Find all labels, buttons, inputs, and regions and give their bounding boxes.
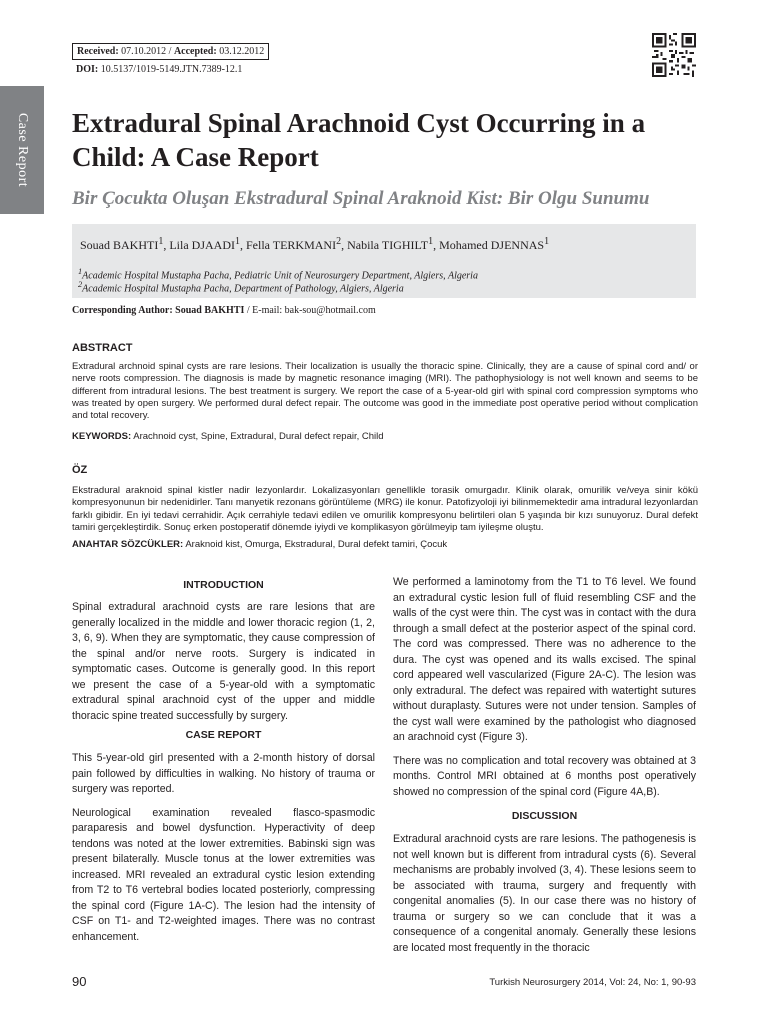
case-paragraph: We performed a laminotomy from the T1 to T6 level. We found an extradural cystic lesion full of fluid resembling CSF and the walls of the cyst were thin. The cyst was in contact with the dura through a small defect at the posterior aspect of the spinal cord. The cord was compressed. There was no adherence to the dura. The cyst was opened and its walls excised. The spinal cord appeared well vascularized (Figure 2A-C). The lesion was only extradural. The defect was repaired with watertight sutures without duraplasty. Sutures were not under tension. Samples of the cyst wall were examined by the pathologist who diagnosed an arachnoid cyst (Figure 3).	[393, 576, 696, 743]
author-separator: ,	[341, 238, 348, 252]
right-column	[393, 575, 696, 956]
turkish-keywords	[72, 539, 698, 551]
qr-code-icon	[652, 33, 696, 77]
journal-citation: Turkish Neurosurgery 2014, Vol: 24, No: 1, 90-93	[489, 977, 696, 988]
oz-text: Ekstradural araknoid spinal kistler nadir lezyonlardır. Lokalizasyonları genellikle torasik omurgadır. Klinik olarak, omurilik ve/veya sinir kökü kompresyonunun bir nedenidirler. Tanı manyetik rezonans görüntüleme (MRG) ile konur. Patofizyoloji iyi bilinmemektedir ama intradural lezyonlardan farklı gibidir. En iyi tedavi cerrahidir. Açık cerrahiyle tedavi edilen ve omurilik kompresyonu belirtileri olan 5 yaşında bir kızı sunuyoruz. Dural defekt tamiri gerçekleştirdik. Sonuç erken postoperatif dönemde iyiydi ve komplikasyon görülmeyip tam iyileşme oluştu.	[72, 485, 698, 533]
affiliation	[78, 280, 404, 294]
keywords	[72, 431, 698, 443]
doi-line	[76, 64, 242, 75]
received-label: Received:	[77, 46, 119, 57]
keywords-text: Arachnoid cyst, Spine, Extradural, Dural defect repair, Child	[133, 431, 384, 442]
author-list	[80, 236, 549, 253]
abstract-heading: ABSTRACT	[72, 342, 133, 354]
authors-box	[72, 224, 696, 298]
introduction-paragraph: Spinal extradural arachnoid cysts are rare lesions that are generally localized in the middle and lower thoracic region (1, 2, 3, 6, 9). When they are symptomatic, they cause compression of the spinal and/or nerve roots. Surgery is indicated in symptomatic cases. Outcome is generally good. In this report we present the case of a 5-year-old with a symptomatic extradural spinal arachnoid cyst of the upper and middle thoracic spine treated successfully by surgery.	[72, 601, 375, 722]
doi-label: DOI:	[76, 64, 99, 75]
author-affiliation-mark: 2	[336, 236, 342, 247]
left-column	[72, 578, 375, 945]
accepted-date: 03.12.2012	[219, 46, 265, 57]
author-separator: ,	[239, 238, 246, 252]
corresponding-email: E-mail: bak-sou@hotmail.com	[252, 305, 376, 316]
author-name: Mohamed DJENNAS	[439, 238, 545, 252]
corresponding-separator: /	[244, 305, 253, 316]
affiliation-text: Academic Hospital Mustapha Pacha, Department of Pathology, Algiers, Algeria	[82, 283, 404, 295]
author-name: Lila DJAADI	[169, 238, 235, 252]
keywords-label: KEYWORDS:	[72, 431, 132, 442]
discussion-heading: DISCUSSION	[511, 810, 578, 822]
case-paragraph: This 5-year-old girl presented with a 2-month history of dorsal pain followed by difficulties in walking. No history of trauma or surgery was reported.	[72, 752, 375, 795]
corresponding-author-label: Corresponding Author: Souad BAKHTI	[72, 305, 245, 316]
abstract-text: Extradural archnoid spinal cysts are rare lesions. Their localization is usually the thoracic spine. Clinically, they are a cause of spinal cord and/ or nerve roots compression. The diagnosis is made by magnetic resonance imaging (MRI). The pathophysiology is not well known and seems to be different from intradural lesions. The best treatment is surgery. We report the case of a 5-year-old girl with spinal cord compression symptoms who was treated by open surgery. We performed dural defect repair. The outcome was good in the immediate post operative period without complication and total recovery.	[72, 361, 698, 422]
oz-heading: ÖZ	[72, 464, 88, 476]
author-name: Fella TERKMANI	[245, 238, 337, 252]
author-separator: ,	[163, 238, 170, 252]
received-box	[72, 43, 269, 60]
affiliation-mark: 1	[78, 267, 83, 276]
case-report-heading: CASE REPORT	[185, 729, 262, 741]
affiliation-text: Academic Hospital Mustapha Pacha, Pediatric Unit of Neurosurgery Department, Algiers, Algeria	[82, 270, 478, 282]
side-tab-label: Case Report	[15, 112, 31, 188]
author-affiliation-mark: 1	[234, 236, 240, 247]
corresponding-author	[72, 305, 376, 316]
introduction-heading: INTRODUCTION	[183, 579, 264, 591]
author-name: Souad BAKHTI	[80, 238, 159, 252]
turkish-keywords-label: ANAHTAR SÖZCÜKLER:	[72, 539, 184, 550]
page-number: 90	[72, 974, 87, 989]
author-affiliation-mark: 1	[158, 236, 164, 247]
author-affiliation-mark: 1	[428, 236, 434, 247]
affiliation-mark: 2	[78, 280, 83, 289]
turkish-keywords-text: Araknoid kist, Omurga, Ekstradural, Dural defekt tamiri, Çocuk	[185, 539, 448, 550]
discussion-paragraph: Extradural arachnoid cysts are rare lesions. The pathogenesis is not well known but is different from intradural cysts (6). Several mechanisms are probably involved (3, 4). These lesions seem to be associated with trauma, surgery and frequently with congenital anomalies (5). In our case there was no history of trauma or surgery so we can conclude that it was a consequence of a congenital anomaly. Generally these lesions are located most frequently in the thoracic	[393, 833, 696, 954]
author-name: Nabila TIGHILT	[347, 238, 429, 252]
case-paragraph: There was no complication and total recovery was obtained at 3 months. Control MRI obtained at 6 months post operatively showed no compression of the spinal cord (Figure 4A,B).	[393, 754, 696, 798]
author-affiliation-mark: 1	[544, 236, 550, 247]
case-paragraph: Neurological examination revealed flasco-spasmodic paraparesis and bowel dysfunction. Hyperactivity of deep tendons was noted at the lower extremities. Babinski sign was present bilaterally. Muscle tonus at the lower extremities was increased. MRI revealed an extradural cystic lesion extending from T2 to T6 vertebral bodies located posteriorly, compressing the spinal cord (Figure 1A-C). The lesion had the intensity of CSF on T1- and T2-weighted images. There was no contrast enhancement.	[72, 806, 375, 943]
article-title: Extradural Spinal Arachnoid Cyst Occurring in a Child: A Case Report	[72, 108, 646, 172]
accepted-label: Accepted:	[173, 46, 217, 57]
article-subtitle-turkish: Bir Çocukta Oluşan Ekstradural Spinal Araknoid Kist: Bir Olgu Sunumu	[72, 188, 650, 209]
author-separator: ,	[433, 238, 440, 252]
side-tab	[0, 86, 44, 214]
received-date: 07.10.2012	[121, 46, 167, 57]
doi-value: 10.5137/1019-5149.JTN.7389-12.1	[100, 64, 243, 75]
received-separator: /	[166, 46, 174, 57]
